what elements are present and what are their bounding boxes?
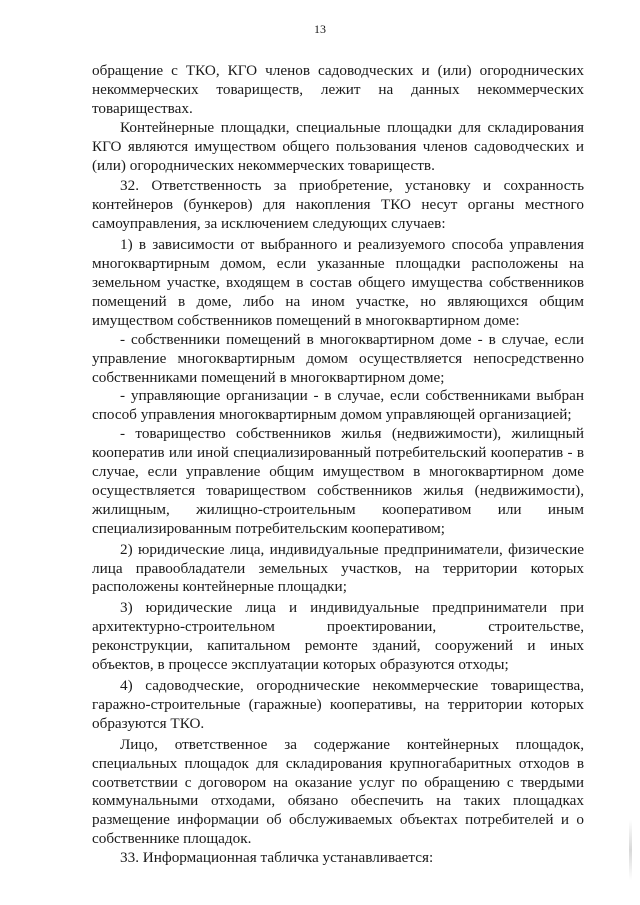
scan-edge-mark [629, 820, 632, 880]
paragraph-case-3: 3) юридические лица и индивидуальные предприниматели при архитектурно-строительном проектировании, строительстве, реконструкции, капитальном ремонте зданий, сооружений и иных объектов, в процессе эксплуатации которых образуются отходы; [92, 599, 584, 674]
paragraph-responsible-person: Лицо, ответственное за содержание контейнерных площадок, специальных площадок для складирования крупногабаритных отходов в соответствии с договором на оказание услуг по обращению с твердыми коммунальными отходами, обязано обеспечить на таких площадках размещение информации об обслуживаемых объектах потребителей и о собственнике площадок. [92, 735, 584, 848]
paragraph-case-1-partnership: - товарищество собственников жилья (недвижимости), жилищный кооператив или иной специализированный потребительский кооператив - в случае, если управление общим имуществом в многоквартирном доме осуществляется товариществом собственников жилья (недвижимости), жилищным, жилищно-строительным кооперативом или иным специализированным потребительским кооперативом; [92, 425, 584, 537]
paragraph-continuation: обращение с ТКО, КГО членов садоводческих и (или) огороднических некоммерческих товариществ, лежит на данных некоммерческих товариществах. [92, 62, 584, 117]
paragraph-case-1: 1) в зависимости от выбранного и реализуемого способа управления многоквартирным домом, если указанные площадки расположены на земельном участке, входящем в состав общего имущества собственников помещений в доме, либо на ином участке, но являющихся общим имуществом собственников помещений в многоквартирном доме: [92, 236, 584, 329]
paragraph-case-1-owners: - собственники помещений в многоквартирном доме - в случае, если управление многоквартирным домом осуществляется непосредственно собственниками помещений в многоквартирном доме; [92, 330, 584, 386]
paragraph-case-4: 4) садоводческие, огороднические некоммерческие товарищества, гаражно-строительные (гаражные) кооперативы, на территории которых образуются ТКО. [92, 677, 584, 732]
paragraph-container-sites: Контейнерные площадки, специальные площадки для складирования КГО являются имуществом общего пользования членов садоводческих и (или) огороднических некоммерческих товариществ. [92, 118, 584, 174]
paragraph-item-33: 33. Информационная табличка устанавливается: [120, 849, 434, 867]
paragraph-case-2: 2) юридические лица, индивидуальные предприниматели, физические лица правообладатели земельных участков, на территории которых расположены контейнерные площадки; [92, 540, 584, 596]
paragraph-item-32: 32. Ответственность за приобретение, установку и сохранность контейнеров (бункеров) для накопления ТКО несут органы местного самоуправления, за исключением следующих случаев: [92, 177, 584, 233]
page-number: 13 [314, 22, 326, 36]
document-body [92, 62, 584, 868]
paragraph-case-1-managing-orgs: - управляющие организации - в случае, если собственниками выбран способ управления многоквартирным домом управляющей организацией; [92, 387, 584, 424]
